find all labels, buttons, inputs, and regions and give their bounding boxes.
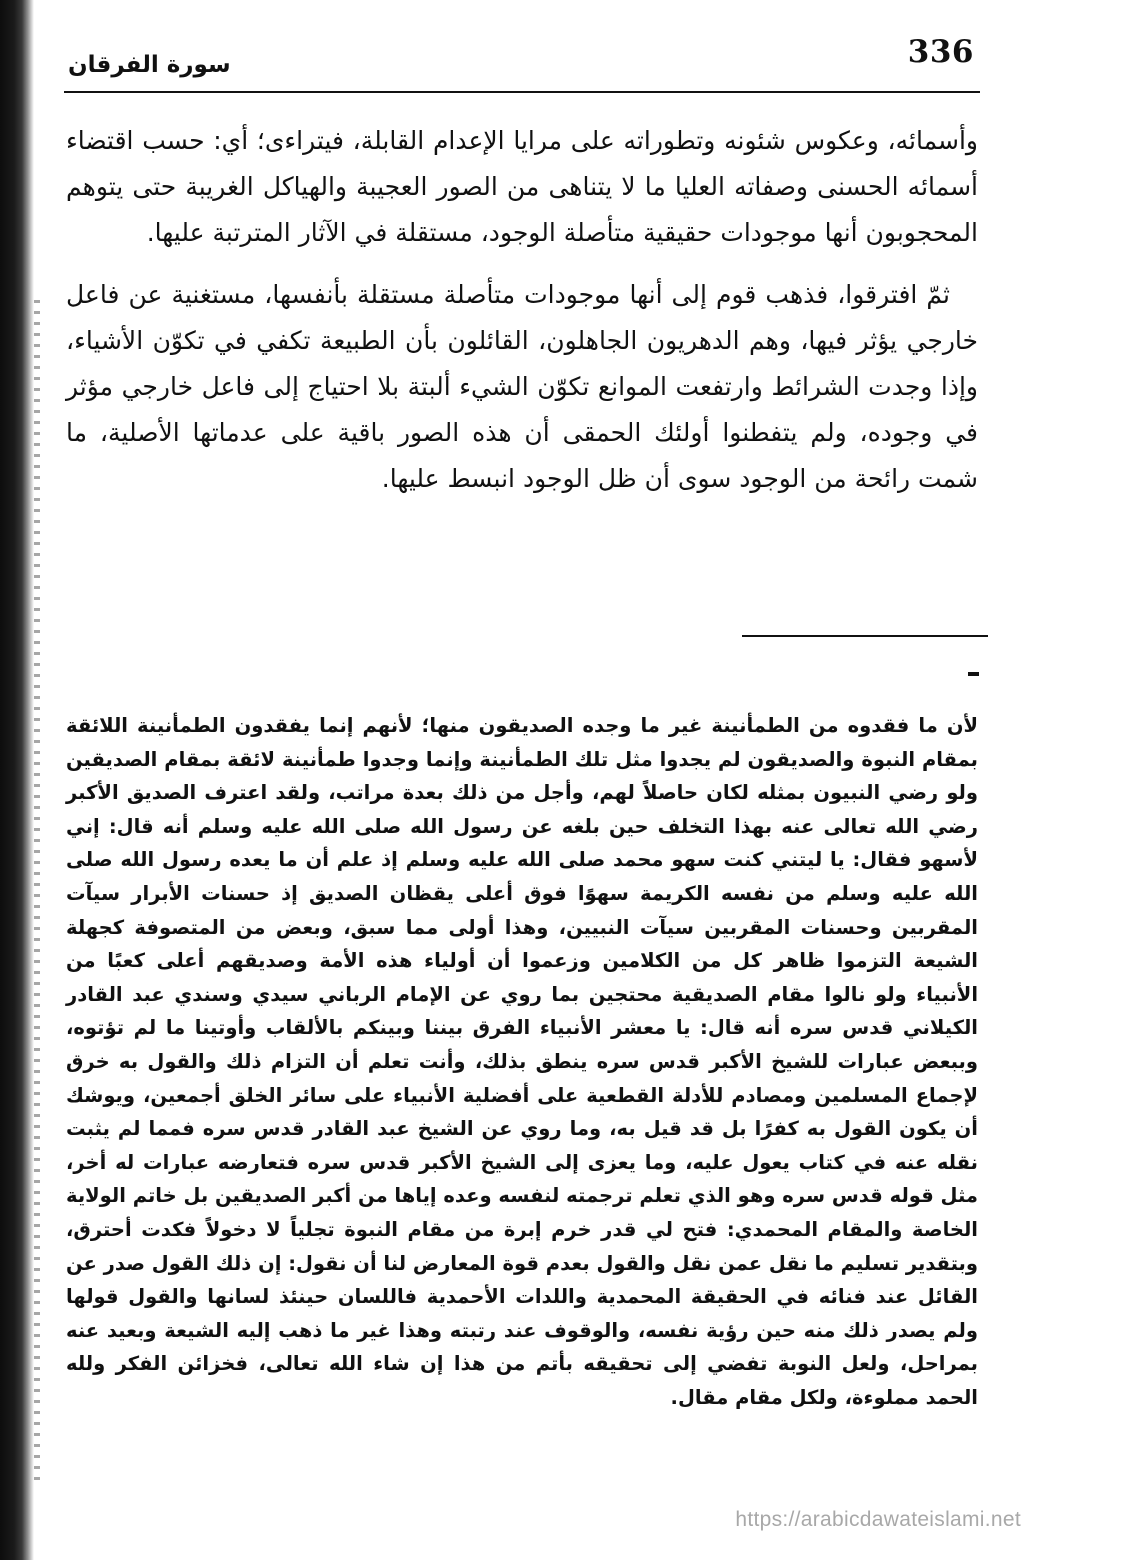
footnote-marker — [968, 672, 979, 676]
main-body-text — [66, 118, 978, 502]
footnote-divider — [742, 635, 988, 637]
header-divider — [64, 91, 980, 93]
surah-title: سورة الفرقان — [68, 52, 231, 78]
scan-dark-edge — [0, 0, 34, 1560]
page-number: 336 — [907, 34, 974, 70]
watermark-url: https://arabicdawateislami.net — [735, 1508, 1021, 1531]
body-paragraph: وأسمائه، وعكوس شئونه وتطوراته على مرايا الإعدام القابلة، فيتراءى؛ أي: حسب اقتضاء أسمائه الحسنى وصفاته العليا ما لا يتناهى من الصور العجيبة والهياكل الغريبة حتى يتوهم المحجوبون أنها موجودات حقيقية متأصلة الوجود، مستقلة في الآثار المترتبة عليها. — [66, 126, 978, 247]
body-paragraph: ثمّ افترقوا، فذهب قوم إلى أنها موجودات متأصلة مستقلة بأنفسها، مستغنية عن فاعل خارجي يؤثر فيها، وهم الدهريون الجاهلون، القائلون بأن الطبيعة تكفي في تكوّن الأشياء، وإذا وجدت الشرائط وارتفعت الموانع تكوّن الشيء ألبتة بلا احتياج إلى فاعل خارجي مؤثر في وجوده، ولم يتفطنوا أولئك الحمقى أن هذه الصور باقية على عدماتها الأصلية، ما شمت رائحة من الوجود سوى أن ظل الوجود انبسط عليها. — [66, 280, 978, 493]
page-header — [64, 28, 980, 94]
scan-edge-speckle — [34, 300, 40, 1480]
footnote-paragraph: لأن ما فقدوه من الطمأنينة غير ما وجده الصديقون منها؛ لأنهم إنما يفقدون الطمأنينة اللائقة بمقام النبوة والصديقون لم يجدوا مثل تلك الطمأنينة وإنما وجدوا طمأنينة لائقة بمقام الصديقين ولو رضي النبيون بمثله لكان حاصلاً لهم، وأجل من ذلك بعدة مراتب، ولقد اعترف الصديق الأكبر رضي الله تعالى عنه بهذا التخلف حين بلغه عن رسول الله صلى الله عليه وسلم أنه قال: إني لأسهو فقال: يا ليتني كنت سهو محمد صلى الله عليه وسلم إذ علم أن ما يعده رسول الله صلى الله عليه وسلم من نفسه الكريمة سهوًا فوق أعلى يقظان الصديق إذ حسنات الأبرار سيآت المقربين وحسنات المقربين سيآت النبيين، وهذا أولى مما سبق، وبعض من المتصوفة كجهلة الشيعة التزموا ظاهر كل من الكلامين وزعموا أن أولياء هذه الأمة وصديقهم أعلى كعبًا من الأنبياء ولو نالوا مقام الصديقية محتجين بما روي عن الإمام الرباني سيدي وسندي عبد القادر الكيلاني قدس سره أنه قال: يا معشر الأنبياء الفرق بيننا وبينكم بالألقاب وأوتينا ما لم تؤتوه، وببعض عبارات للشيخ الأكبر قدس سره ينطق بذلك، وأنت تعلم أن التزام ذلك والقول به خرق لإجماع المسلمين ومصادم للأدلة القطعية على أفضلية الأنبياء على سائر الخلق أجمعين، ويوشك أن يكون القول به كفرًا بل قد قيل به، وما روي عن الشيخ عبد القادر قدس سره فمما لم يثبت نقله عنه في كتاب يعول عليه، وما يعزى إلى الشيخ الأكبر قدس سره فتعارضه عبارات له أخر، مثل قوله قدس سره وهو الذي تعلم ترجمته لنفسه وعده إياها من أكبر الصديقين بل خاتم الولاية الخاصة والمقام المحمدي: فتح لي قدر خرم إبرة من مقام النبوة تجلياً لا دخولاً فكدت أحترق، وبتقدير تسليم ما نقل عمن نقل والقول بعدم قوة المعارض لنا أن نقول: إن ذلك القول صدر عن القائل عند فنائه في الحقيقة المحمدية واللدات الأحمدية فاللسان حينئذ لسانها والقول قولها ولم يصدر ذلك منه حين رؤية نفسه، والوقوف عند رتبته وهذا غير ما ذهب إليه الشيعة وبعيد عنه بمراحل، ولعل النوبة تفضي إلى تحقيقه بأتم من هذا إن شاء الله تعالى، فخزائن الفكر ولله الحمد مملوءة، ولكل مقام مقال. — [66, 714, 978, 1409]
footnote — [66, 709, 978, 1414]
